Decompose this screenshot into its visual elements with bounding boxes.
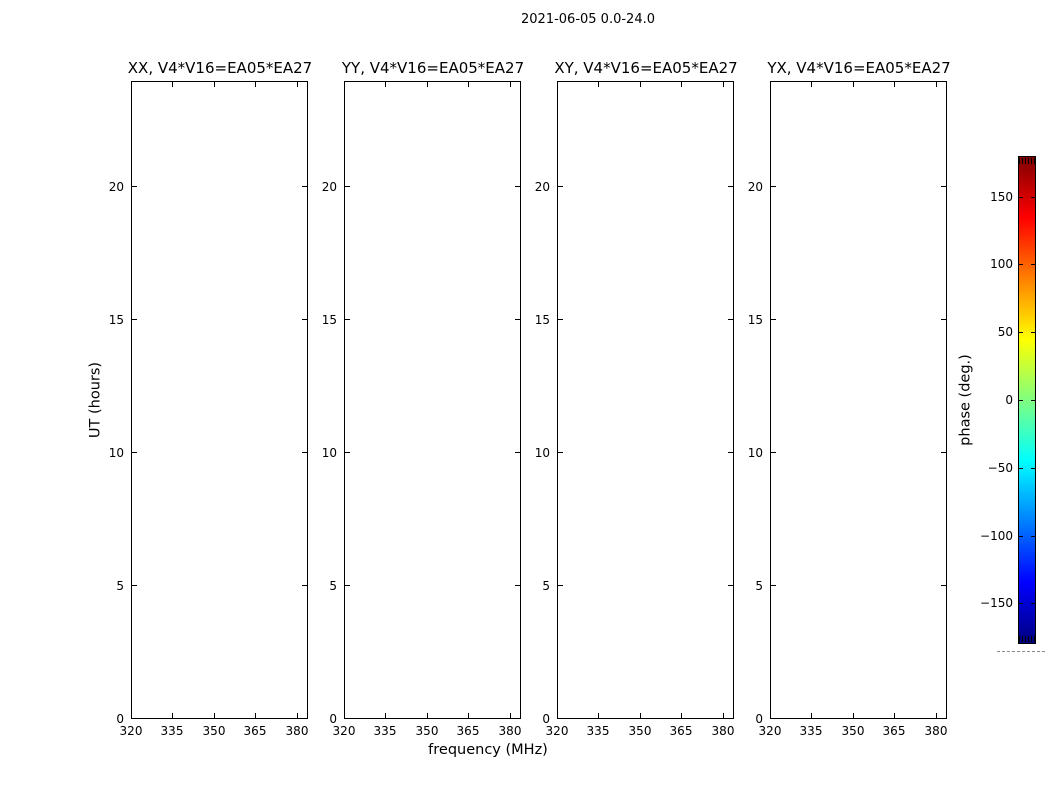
y-tick-mark <box>132 585 137 586</box>
colorbar-tick-mark <box>1019 332 1023 333</box>
x-tick-mark <box>385 713 386 718</box>
colorbar-tick-mark <box>1019 197 1023 198</box>
x-tick-label: 380 <box>711 724 735 738</box>
y-tick-mark <box>941 585 946 586</box>
y-tick-mark <box>558 186 563 187</box>
y-tick-mark <box>941 186 946 187</box>
y-tick-mark <box>345 718 350 719</box>
x-tick-mark <box>297 82 298 87</box>
y-tick-mark <box>941 452 946 453</box>
x-tick-mark <box>936 82 937 87</box>
y-tick-mark <box>941 319 946 320</box>
y-axis-label: UT (hours) <box>87 361 104 439</box>
x-tick-label: 335 <box>160 724 184 738</box>
y-tick-mark <box>132 452 137 453</box>
x-tick-label: 350 <box>415 724 439 738</box>
y-tick-mark <box>132 319 137 320</box>
colorbar-tick-mark <box>1031 468 1035 469</box>
y-tick-label: 15 <box>321 313 337 327</box>
y-tick-label: 5 <box>329 579 337 593</box>
colorbar-tick-label: 0 <box>1005 393 1013 407</box>
y-tick-mark <box>558 585 563 586</box>
x-tick-mark <box>770 82 771 87</box>
colorbar-tick-label: 150 <box>990 190 1013 204</box>
colorbar-tick-mark <box>1019 468 1023 469</box>
colorbar-bottom-hatch-marks <box>1019 636 1035 642</box>
x-tick-label: 350 <box>202 724 226 738</box>
x-tick-label: 365 <box>669 724 693 738</box>
panel-plot-area-XX <box>131 81 308 719</box>
x-tick-mark <box>510 82 511 87</box>
colorbar-bottom-dotted-line <box>997 651 1045 652</box>
colorbar-tick-label: 50 <box>997 325 1013 339</box>
x-tick-label: 335 <box>799 724 823 738</box>
panel-title-YX: YX, V4*V16=EA05*EA27 <box>767 59 951 77</box>
colorbar-tick-mark <box>1031 400 1035 401</box>
x-tick-label: 335 <box>373 724 397 738</box>
x-tick-mark <box>468 82 469 87</box>
y-tick-label: 20 <box>747 180 763 194</box>
colorbar-tick-mark <box>1031 332 1035 333</box>
y-tick-label: 5 <box>755 579 763 593</box>
y-tick-label: 0 <box>755 712 763 726</box>
x-tick-mark <box>214 713 215 718</box>
y-tick-label: 15 <box>108 313 124 327</box>
y-tick-mark <box>345 319 350 320</box>
x-tick-mark <box>172 82 173 87</box>
x-tick-label: 380 <box>498 724 522 738</box>
colorbar-label: phase (deg.) <box>957 354 974 446</box>
x-tick-mark <box>427 82 428 87</box>
y-tick-label: 5 <box>116 579 124 593</box>
x-tick-mark <box>427 713 428 718</box>
y-tick-label: 15 <box>534 313 550 327</box>
colorbar-tick-mark <box>1031 536 1035 537</box>
panel-plot-area-YX <box>770 81 947 719</box>
y-tick-mark <box>771 585 776 586</box>
y-tick-label: 10 <box>321 446 337 460</box>
x-tick-mark <box>344 82 345 87</box>
y-tick-mark <box>771 186 776 187</box>
y-tick-mark <box>345 452 350 453</box>
panel-title-YY: YY, V4*V16=EA05*EA27 <box>341 59 525 77</box>
x-tick-mark <box>853 713 854 718</box>
y-tick-label: 0 <box>116 712 124 726</box>
panel-plot-area-XY <box>557 81 734 719</box>
x-tick-label: 365 <box>882 724 906 738</box>
panel-title-XX: XX, V4*V16=EA05*EA27 <box>127 59 313 77</box>
colorbar-tick-label: −100 <box>980 529 1013 543</box>
x-tick-mark <box>255 82 256 87</box>
y-tick-mark <box>132 718 137 719</box>
x-tick-label: 320 <box>758 724 782 738</box>
y-tick-label: 10 <box>108 446 124 460</box>
x-tick-mark <box>214 82 215 87</box>
y-tick-mark <box>558 452 563 453</box>
x-tick-mark <box>894 713 895 718</box>
x-tick-mark <box>681 82 682 87</box>
y-tick-label: 20 <box>108 180 124 194</box>
x-tick-mark <box>255 713 256 718</box>
y-tick-label: 10 <box>747 446 763 460</box>
y-tick-mark <box>771 452 776 453</box>
x-axis-label: frequency (MHz) <box>428 742 548 758</box>
colorbar-tick-mark <box>1031 264 1035 265</box>
x-tick-label: 320 <box>545 724 569 738</box>
colorbar-tick-mark <box>1031 603 1035 604</box>
x-tick-mark <box>936 713 937 718</box>
x-tick-mark <box>557 82 558 87</box>
x-tick-label: 320 <box>119 724 143 738</box>
x-tick-mark <box>681 713 682 718</box>
colorbar-top-hatch-marks <box>1019 158 1035 164</box>
y-tick-label: 10 <box>534 446 550 460</box>
panel-title-XY: XY, V4*V16=EA05*EA27 <box>554 59 738 77</box>
x-tick-mark <box>640 713 641 718</box>
x-tick-label: 365 <box>243 724 267 738</box>
x-tick-mark <box>811 82 812 87</box>
y-tick-label: 15 <box>747 313 763 327</box>
x-tick-mark <box>172 713 173 718</box>
x-tick-mark <box>385 82 386 87</box>
x-tick-label: 380 <box>285 724 309 738</box>
x-tick-mark <box>811 713 812 718</box>
x-tick-label: 320 <box>332 724 356 738</box>
panel-plot-area-YY <box>344 81 521 719</box>
x-tick-label: 350 <box>628 724 652 738</box>
colorbar-tick-mark <box>1019 400 1023 401</box>
colorbar-tick-label: 100 <box>990 257 1013 271</box>
x-tick-mark <box>640 82 641 87</box>
x-tick-mark <box>853 82 854 87</box>
x-tick-label: 380 <box>924 724 948 738</box>
y-tick-label: 0 <box>329 712 337 726</box>
y-tick-mark <box>132 186 137 187</box>
colorbar-tick-mark <box>1019 264 1023 265</box>
y-tick-mark <box>558 319 563 320</box>
colorbar-tick-mark <box>1031 197 1035 198</box>
y-tick-mark <box>345 585 350 586</box>
y-tick-label: 20 <box>321 180 337 194</box>
y-tick-label: 20 <box>534 180 550 194</box>
colorbar-tick-mark <box>1019 603 1023 604</box>
y-tick-label: 5 <box>542 579 550 593</box>
x-tick-mark <box>894 82 895 87</box>
y-tick-mark <box>345 186 350 187</box>
x-tick-mark <box>131 82 132 87</box>
y-tick-mark <box>771 319 776 320</box>
x-tick-label: 350 <box>841 724 865 738</box>
y-tick-label: 0 <box>542 712 550 726</box>
colorbar-tick-label: −150 <box>980 596 1013 610</box>
x-tick-label: 335 <box>586 724 610 738</box>
x-tick-mark <box>723 82 724 87</box>
x-tick-mark <box>598 713 599 718</box>
y-tick-mark <box>558 718 563 719</box>
colorbar-tick-label: −50 <box>987 461 1013 475</box>
y-tick-mark <box>941 718 946 719</box>
y-tick-mark <box>771 718 776 719</box>
x-tick-label: 365 <box>456 724 480 738</box>
x-tick-mark <box>598 82 599 87</box>
figure-title: 2021-06-05 0.0-24.0 <box>521 12 655 27</box>
colorbar-tick-mark <box>1019 536 1023 537</box>
x-tick-mark <box>468 713 469 718</box>
